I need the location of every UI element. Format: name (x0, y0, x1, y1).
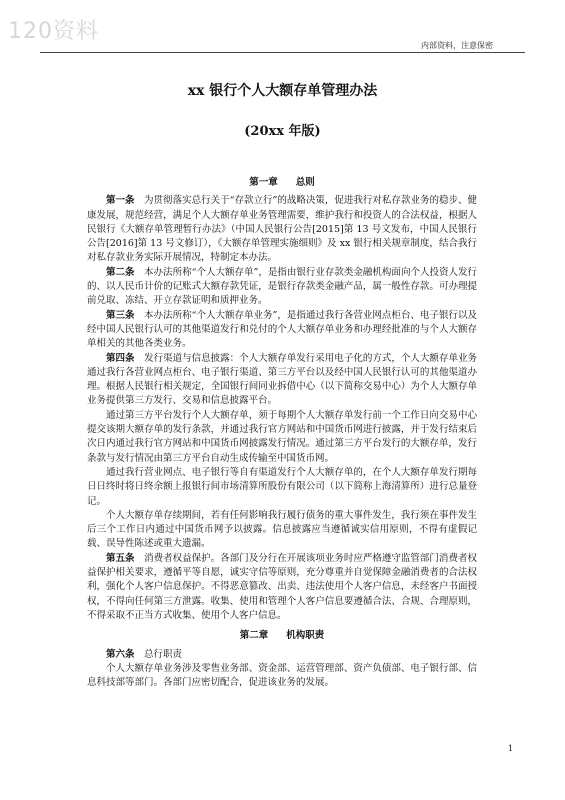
article-6 (87, 648, 477, 662)
article-4 (87, 352, 477, 409)
article-text: 本办法所称“个人大额存单业务”，是指通过我行各营业网点柜台、电子银行以及经中国人民银行认可的其他渠道发行和兑付的个人大额存单业务和办理经批准的与个人大额存单相关的其他各类业务。 (87, 309, 477, 350)
paragraph: 通过第三方平台发行个人大额存单，须于每期个人大额存单发行前一个工作日向交易中心提交该期大额存单的发行条款，并通过我行官方网站和中国货币网进行披露，并于发行结束后次日内通过我行官方网站和中国货币网披露发行情况。通过第三方平台发行的大额存单，发行条款与发行情况由第三方平台自动生成传输至中国货币网。 (87, 409, 477, 464)
chapter-heading-2 (87, 629, 477, 643)
page-number: 1 (508, 744, 514, 753)
article-text: 本办法所称“个人大额存单”，是指由银行业存款类金融机构面向个人投资人发行的、以人民币计价的记账式大额存款凭证，是银行存款类金融产品，属一般性存款。可办理提前兑取、冻结、开立存款证明和质押业务。 (87, 266, 477, 307)
article-text: 发行渠道与信息披露：个人大额存单发行采用电子化的方式，个人大额存单业务通过我行各营业网点柜台、电子银行渠道、第三方平台以及经中国人民银行认可的其他渠道办理。根据人民银行相关规定，全国银行间同业拆借中心（以下简称交易中心）为个人大额存单业务提供第三方发行、交易和信息披露平台。 (87, 352, 477, 407)
article-label: 第二条 (106, 266, 135, 278)
chapter-heading-1 (87, 176, 477, 190)
article-1 (87, 194, 477, 265)
article-2 (87, 266, 477, 309)
header-note: 内部资料，注意保密 (421, 41, 493, 50)
paragraph: 个人大额存单业务涉及零售业务部、资金部、运营管理部、资产负债部、电子银行部、信息科技部等部门。各部门应密切配合，促进该业务的发展。 (87, 662, 477, 689)
paragraph: 个人大额存单存续期间，若有任何影响我行履行债务的重大事件发生，我行须在事件发生后三个工作日内通过中国货币网予以披露。信息披露应当遵循诚实信用原则，不得有虚假记载、误导性陈述或重大遗漏。 (87, 509, 477, 550)
article-label: 第六条 (106, 648, 135, 660)
article-text: 总行职责 (144, 648, 183, 660)
document-subtitle: (20xx 年版) (244, 124, 321, 139)
chapter-name: 机构职责 (286, 630, 325, 642)
chapter-number: 第二章 (239, 630, 269, 642)
article-label: 第三条 (106, 309, 135, 321)
article-label: 第一条 (106, 195, 135, 207)
article-label: 第四条 (106, 352, 135, 364)
chapter-number: 第一章 (249, 177, 278, 188)
paragraph: 通过我行营业网点、电子银行等自有渠道发行个人大额存单的，在个人大额存单发行期每日日终时将日终余额上报银行间市场清算所股份有限公司（以下简称上海清算所）进行总量登记。 (87, 466, 477, 507)
article-3 (87, 309, 477, 352)
watermark: 120资料 (8, 19, 99, 44)
article-text: 为贯彻落实总行关于“存款立行”的战略决策，促进我行对私存款业务的稳步、健康发展，规范经营，满足个人大额存单业务管理需要，维护我行和投资人的合法权益，根据人民银行《大额存单管理暂行办法》（中国人民银行公告[2015]第 13 号文发布，中国人民银行公告[2016]第 13 号文修订），《大额存单管理实施细则》及 xx 银行相关规章制度，结合我行对私存款业务实际开展情况，特制定本办法。 (87, 195, 477, 264)
article-text: 消费者权益保护。各部门及分行在开展该项业务时应严格遵守监管部门消费者权益保护相关要求，遵循平等自愿，诚实守信等原则，充分尊重并自觉保障金融消费者的合法权利，强化个人客户信息保护。不得恶意篡改、出卖、违法使用个人客户信息，未经客户书面授权，不得向任何第三方泄露。收集、使用和管理个人客户信息要遵循合法、合规、合理原则，不得采取不正当方式收集、使用个人客户信息。 (87, 552, 477, 621)
chapter-name: 总则 (295, 177, 315, 188)
article-5 (87, 552, 477, 623)
document-body (87, 176, 477, 690)
document-title: xx 银行个人大额存单管理办法 (187, 83, 378, 99)
header-rule (40, 52, 525, 53)
article-label: 第五条 (106, 552, 135, 564)
